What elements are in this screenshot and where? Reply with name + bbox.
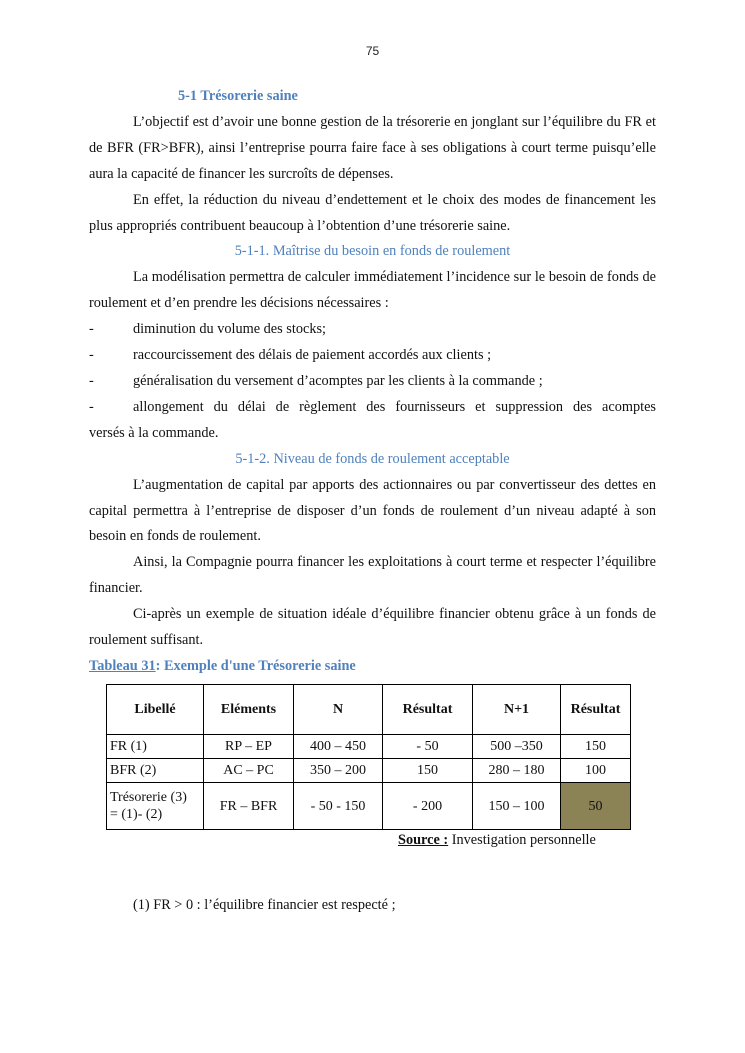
list-item-text: allongement du délai de règlement des fournisseurs et suppression des acomptes [133,398,656,415]
table-cell: BFR (2) [107,759,204,783]
highlighted-cell: 50 [561,783,631,830]
list-item [89,395,656,421]
bullet-dash: - [89,372,94,389]
table-cell: 150 [561,735,631,759]
table-cell: FR (1) [107,735,204,759]
subsection-title: 5-1-2. Niveau de fonds de roulement acceptable [235,450,510,467]
table-row [107,759,631,783]
table-cell: - 200 [383,783,473,830]
list-item-text: raccourcissement des délais de paiement accordés aux clients ; [133,347,492,364]
table-row [107,783,631,830]
list-item [89,369,656,395]
table-cell: Trésorerie (3) = (1)- (2) [107,783,204,830]
table-cell: 280 – 180 [473,759,561,783]
list-item-text: généralisation du versement d’acomptes par les clients à la commande ; [133,372,543,389]
table-row [107,735,631,759]
document-body [89,84,656,680]
table-cell: AC – PC [204,759,294,783]
paragraph: L’augmentation de capital par apports des actionnaires ou par convertisseur des dettes en capital permettra à l’entreprise de disposer d’un fonds de roulement d’un niveau adapté à son besoin en fonds de roulement. [89,476,656,545]
table-cell: FR – BFR [204,783,294,830]
bullet-dash: - [89,347,94,364]
list-item-continuation: versés à la commande. [89,424,219,441]
source-label: Source : [398,832,449,848]
column-header: Libellé [107,685,204,735]
paragraph: L’objectif est d’avoir une bonne gestion de la trésorerie en jonglant sur l’équilibre du FR et de BFR (FR>BFR), ainsi l’entreprise pourra faire face à ses obligations à court terme puisqu’elle aura la capacité de financer les surcroîts de dépenses. [89,113,656,182]
table-cell: RP – EP [204,735,294,759]
table-cell: 150 – 100 [473,783,561,830]
subsection-title: 5-1-1. Maîtrise du besoin en fonds de roulement [234,243,511,260]
paragraph: En effet, la réduction du niveau d’endettement et le choix des modes de financement les plus appropriés contribuent beaucoup à l’obtention d’une trésorerie saine. [89,191,656,234]
table-cell: - 50 [383,735,473,759]
bullet-dash: - [89,321,94,338]
table-source [398,830,596,850]
column-header: Résultat [383,685,473,735]
table-cell: 100 [561,759,631,783]
bullet-dash: - [89,398,94,415]
table-caption-label: Tableau 31 [89,657,156,674]
table-cell: - 50 - 150 [294,783,383,830]
footnote: (1) FR > 0 : l’équilibre financier est respecté ; [133,897,396,913]
table-cell: 150 [383,759,473,783]
column-header: Résultat [561,685,631,735]
section-title: 5-1 Trésorerie saine [178,88,298,104]
list-item [89,343,656,369]
table-caption [89,654,656,680]
table-cell: 500 –350 [473,735,561,759]
column-header: N [294,685,383,735]
source-text: Investigation personnelle [448,832,596,848]
list-item [89,317,656,343]
paragraph: Ci-après un exemple de situation idéale d’équilibre financier obtenu grâce à un fonds de roulement suffisant. [89,606,656,649]
data-table [106,684,631,830]
table-header-row [107,685,631,735]
paragraph: Ainsi, la Compagnie pourra financer les exploitations à court terme et respecter l’équilibre financier. [89,554,656,597]
paragraph: La modélisation permettra de calculer immédiatement l’incidence sur le besoin de fonds de roulement et d’en prendre les décisions nécessaires : [89,269,656,312]
column-header: N+1 [473,685,561,735]
list-item-text: diminution du volume des stocks; [133,321,327,338]
column-header: Eléments [204,685,294,735]
table-cell: 400 – 450 [294,735,383,759]
table-caption-text: : Exemple d'une Trésorerie saine [155,657,356,674]
page-number: 75 [365,44,380,58]
table-cell: 350 – 200 [294,759,383,783]
